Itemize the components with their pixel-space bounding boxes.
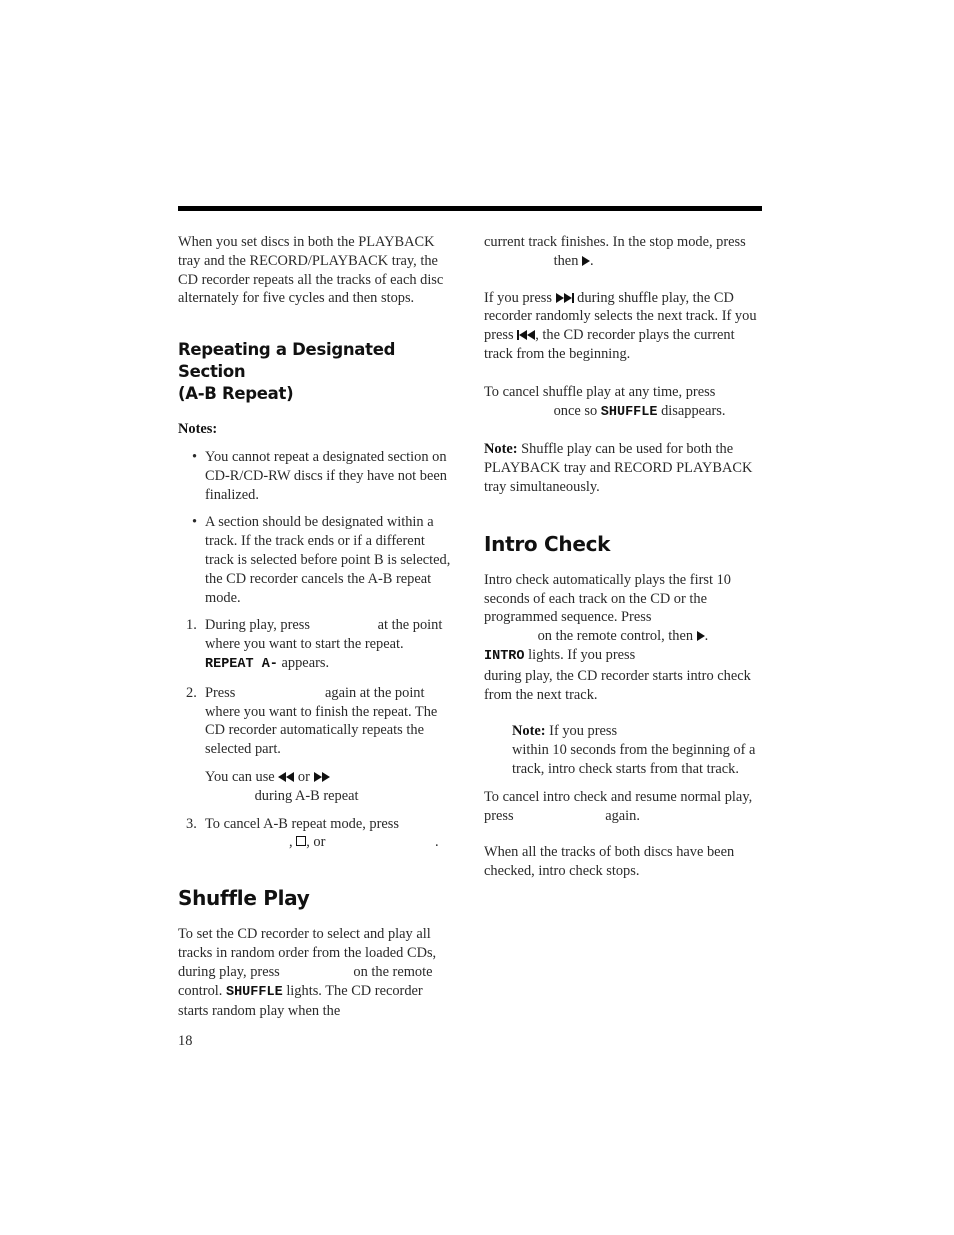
cancel-intro-text-b: again. [605, 807, 640, 824]
ab-heading-line2: (A-B Repeat) [178, 384, 294, 404]
search-tip-text-b: during A-B repeat [254, 787, 359, 804]
step-3-or: , or [306, 834, 326, 851]
intro-text-a: Intro check automatically plays the first 10 seconds of each track on the CD or the programmed sequence. Press [484, 571, 731, 626]
cancel-shuffle-text-a: To cancel shuffle play at any time, press [484, 383, 716, 400]
step-1-text-b: at the point where you want to start the repeat. [205, 617, 443, 653]
skip-text-b: during shuffle play, the CD recorder randomly selects the next track. If you press [484, 289, 757, 344]
search-tip-text-a: You can use [205, 768, 275, 785]
step-3 [178, 815, 454, 853]
ab-repeat-heading [178, 339, 454, 405]
search-tip-or: or [297, 768, 310, 785]
intro-paragraph-right [484, 571, 760, 705]
shuffle-text-a: To set the CD recorder to select and play all tracks in random order from the loaded CDs, during play, press [178, 926, 437, 980]
note-bullet-2: • A section should be designated within a track. If the track ends or if a different track is selected before point B is selected, the CD recorder cancels the A-B repeat mode. [178, 513, 454, 607]
cancel-intro-paragraph [484, 788, 760, 826]
ab-heading-line1: Repeating a Designated Section [178, 340, 396, 382]
cancel-shuffle-display: SHUFFLE [600, 404, 658, 420]
step-1-number: 1. [186, 617, 197, 634]
intro-paragraph: When you set discs in both the PLAYBACK tray and the RECORD/PLAYBACK tray, the CD recorder repeats all the tracks of each disc alternately for five cycles and then stops. [178, 234, 444, 307]
previous-track-icon [517, 327, 535, 343]
intro-text-b: on the remote control, then [537, 628, 694, 645]
cancel-intro-text-a: To cancel intro check and resume normal play, press [484, 788, 753, 824]
step-3-number: 3. [186, 815, 197, 832]
intro-note-label: Note: [512, 723, 546, 740]
intro-text-b-end: . [704, 628, 709, 645]
search-tip [178, 768, 454, 806]
skip-text-a: If you press [484, 289, 552, 306]
intro-display: INTRO [484, 648, 525, 664]
repeat-a-display: REPEAT A- [205, 656, 278, 672]
step-1-text-a: During play, press [205, 617, 310, 634]
step-2-text-b: again at the point where you want to finish the repeat. The CD recorder automatically repeats the selected part. [205, 684, 438, 758]
cancel-shuffle-text-b: once so [553, 402, 598, 419]
step-1-text-c: appears. [281, 654, 330, 671]
next-track-icon [556, 290, 574, 306]
skip-paragraph [484, 289, 760, 364]
shuffle-continued-then: then [553, 252, 579, 269]
intro-text-d: during play, the CD recorder starts intro check from the next track. [484, 667, 751, 703]
header-rule [178, 206, 762, 211]
shuffle-display: SHUFFLE [225, 984, 283, 1000]
intro-note [484, 722, 760, 778]
step-2-text-a: Press [205, 684, 236, 701]
note-bullet-1: • You cannot repeat a designated section on CD-R/CD-RW discs if they have not been finalized. [178, 448, 454, 504]
step-2-number: 2. [186, 684, 197, 701]
shuffle-continued [484, 233, 760, 271]
shuffle-play-heading: Shuffle Play [178, 886, 310, 911]
shuffle-continued-text: current track finishes. In the stop mode, press [484, 234, 746, 250]
notes-label: Notes: [178, 421, 218, 438]
intro-note-text-a: If you press [549, 723, 618, 740]
rewind-icon [278, 769, 294, 785]
skip-text-c: , the CD recorder plays the current track from the beginning. [484, 327, 735, 362]
step-3-period: . [435, 834, 439, 851]
shuffle-note [484, 440, 760, 496]
shuffle-note-text: Shuffle play can be used for both the PLAYBACK tray and RECORD PLAYBACK tray simultaneously. [484, 441, 753, 495]
intro-text-c: lights. If you press [528, 646, 636, 663]
fast-forward-icon [314, 769, 330, 785]
right-column [484, 233, 760, 881]
page-number: 18 [178, 1033, 193, 1049]
step-1 [178, 616, 454, 674]
cancel-shuffle-text-c: disappears. [661, 402, 726, 419]
intro-check-heading: Intro Check [484, 531, 611, 556]
left-column [178, 233, 454, 1021]
shuffle-continued-period: . [590, 252, 594, 269]
shuffle-text-b: on the remote control. [178, 963, 433, 999]
step-3-comma: , [289, 834, 293, 851]
final-paragraph: When all the tracks of both discs have been checked, intro check stops. [484, 844, 735, 880]
play-icon [582, 256, 590, 266]
intro-note-text-b: within 10 seconds from the beginning of a track, intro check starts from that track. [512, 742, 756, 777]
step-3-text-a: To cancel A-B repeat mode, press [205, 815, 399, 832]
shuffle-paragraph [178, 925, 454, 1021]
shuffle-note-label: Note: [484, 441, 518, 458]
cancel-shuffle-paragraph [484, 383, 760, 423]
shuffle-text-c: lights. The CD recorder starts random play when the [178, 982, 423, 1020]
stop-icon [296, 836, 306, 846]
play-icon [697, 631, 705, 641]
step-2 [178, 684, 454, 759]
